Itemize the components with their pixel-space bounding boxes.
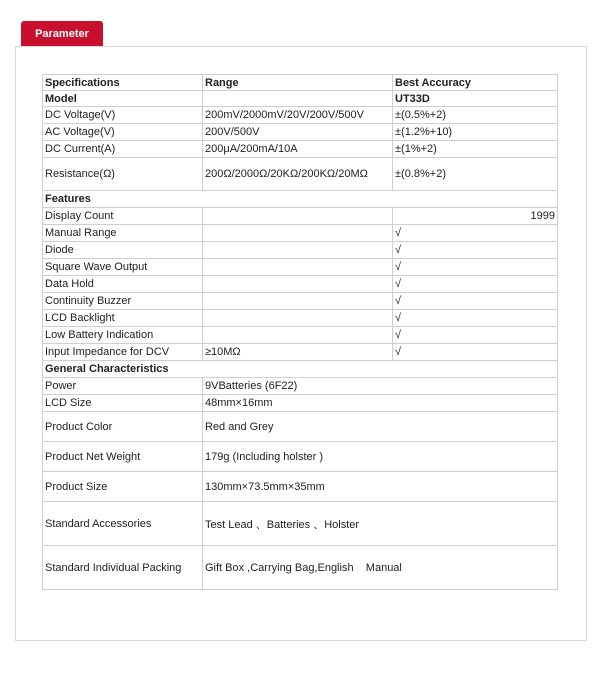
table-row	[43, 259, 558, 276]
general-value: 130mm×73.5mm×35mm	[203, 472, 558, 502]
check-mark: √	[393, 310, 558, 327]
header-best-accuracy: Best Accuracy	[393, 75, 558, 91]
table-row	[43, 107, 558, 124]
feature-name: Square Wave Output	[43, 259, 203, 276]
general-name: Power	[43, 378, 203, 395]
feature-name: Input Impedance for DCV	[43, 344, 203, 361]
general-name: Standard Individual Packing	[43, 546, 203, 590]
section-title-features: Features	[43, 191, 558, 208]
check-mark: √	[393, 293, 558, 310]
general-value: 48mm×16mm	[203, 395, 558, 412]
general-name: Standard Accessories	[43, 502, 203, 546]
display-count-value: 1999	[393, 208, 558, 225]
table-row-model	[43, 91, 558, 107]
feature-range	[203, 276, 393, 293]
table-header-row	[43, 75, 558, 91]
check-mark: √	[393, 276, 558, 293]
check-mark: √	[393, 259, 558, 276]
general-name: Product Net Weight	[43, 442, 203, 472]
model-label: Model	[43, 91, 203, 107]
table-row	[43, 395, 558, 412]
table-row	[43, 242, 558, 259]
feature-name: LCD Backlight	[43, 310, 203, 327]
section-title-general-characteristics: General Characteristics	[43, 361, 558, 378]
feature-range	[203, 242, 393, 259]
feature-range	[203, 310, 393, 327]
check-mark: √	[393, 344, 558, 361]
tab-parameter[interactable]: Parameter	[21, 21, 103, 47]
general-name: LCD Size	[43, 395, 203, 412]
model-range	[203, 91, 393, 107]
spec-accuracy: ±(1%+2)	[393, 141, 558, 158]
table-row	[43, 442, 558, 472]
spec-name: Resistance(Ω)	[43, 158, 203, 191]
specification-table	[42, 74, 558, 590]
table-row	[43, 124, 558, 141]
feature-range: ≥10MΩ	[203, 344, 393, 361]
table-row	[43, 327, 558, 344]
general-value: Red and Grey	[203, 412, 558, 442]
spec-name: AC Voltage(V)	[43, 124, 203, 141]
table-row	[43, 293, 558, 310]
table-row	[43, 378, 558, 395]
feature-range	[203, 225, 393, 242]
spec-range: 200mV/2000mV/20V/200V/500V	[203, 107, 393, 124]
general-value: 9VBatteries (6F22)	[203, 378, 558, 395]
feature-range	[203, 293, 393, 310]
general-value: 179g (Including holster )	[203, 442, 558, 472]
spec-name: DC Voltage(V)	[43, 107, 203, 124]
spec-range: 200V/500V	[203, 124, 393, 141]
spec-range: 200Ω/2000Ω/20KΩ/200KΩ/20MΩ	[203, 158, 393, 191]
feature-name: Low Battery Indication	[43, 327, 203, 344]
general-value: Test Lead 、Batteries 、Holster	[203, 502, 558, 546]
section-row-features	[43, 191, 558, 208]
table-row	[43, 546, 558, 590]
spec-accuracy: ±(0.8%+2)	[393, 158, 558, 191]
feature-name: Data Hold	[43, 276, 203, 293]
table-row	[43, 225, 558, 242]
feature-name: Manual Range	[43, 225, 203, 242]
feature-name: Diode	[43, 242, 203, 259]
feature-name: Display Count	[43, 208, 203, 225]
feature-range	[203, 327, 393, 344]
section-row-general	[43, 361, 558, 378]
table-row	[43, 502, 558, 546]
table-row	[43, 472, 558, 502]
table-row	[43, 141, 558, 158]
header-range: Range	[203, 75, 393, 91]
check-mark: √	[393, 242, 558, 259]
spec-range: 200μA/200mA/10A	[203, 141, 393, 158]
general-name: Product Color	[43, 412, 203, 442]
check-mark: √	[393, 327, 558, 344]
feature-name: Continuity Buzzer	[43, 293, 203, 310]
general-name: Product Size	[43, 472, 203, 502]
table-row-display-count	[43, 208, 558, 225]
table-row	[43, 344, 558, 361]
table-row	[43, 310, 558, 327]
check-mark: √	[393, 225, 558, 242]
table-row	[43, 412, 558, 442]
header-specifications: Specifications	[43, 75, 203, 91]
table-row	[43, 276, 558, 293]
feature-range	[203, 208, 393, 225]
spec-accuracy: ±(1.2%+10)	[393, 124, 558, 141]
model-value: UT33D	[393, 91, 558, 107]
table-row	[43, 158, 558, 191]
spec-name: DC Current(A)	[43, 141, 203, 158]
general-value: Gift Box ,Carrying Bag,English Manual	[203, 546, 558, 590]
spec-accuracy: ±(0.5%+2)	[393, 107, 558, 124]
feature-range	[203, 259, 393, 276]
